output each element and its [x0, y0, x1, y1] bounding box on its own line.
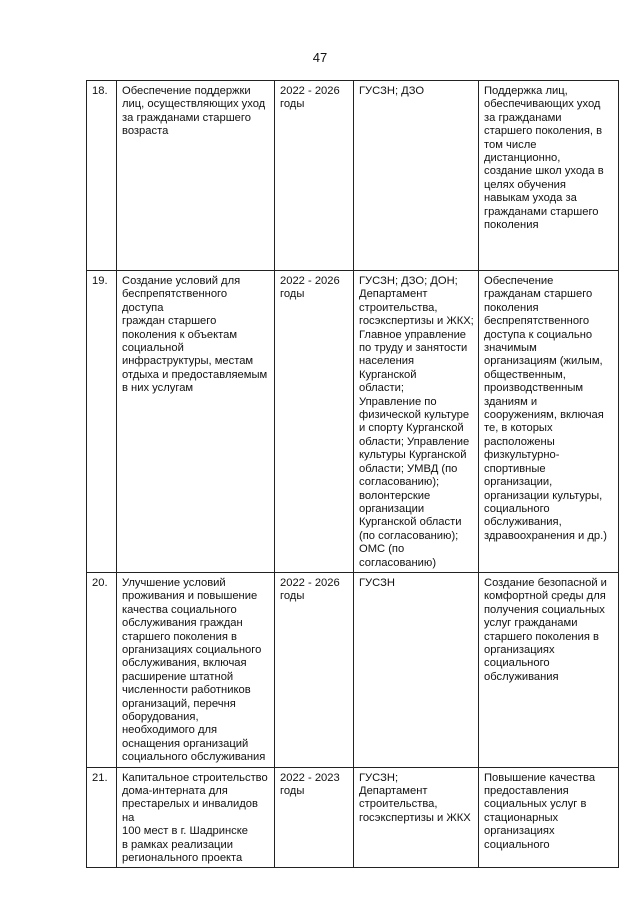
activity-cell: Улучшение условий проживания и повышение качества социального обслуживания граждан старшего поколения в организациях социального обслуживания, включая расширение штатной численности работников организаций, перечня оборудования, необходимого для оснащения организаций социального обслуживания: [117, 572, 275, 767]
activity-cell: Создание условий для беспрепятственного доступа граждан старшего поколения к объектам социальной инфраструктуры, местам отдыха и предоставляемым в них услугам: [117, 271, 275, 573]
page-number: 47: [312, 50, 328, 65]
result-cell: Обеспечение гражданам старшего поколения беспрепятственного доступа к социально значимым организациям (жилым, общественным, производственным зданиям и сооружениям, включая те, в которых расположены физкультурно- спортивные организации, организации культуры, социального обслуживания, здравоохранения и др.): [479, 271, 619, 573]
term-cell: 2022 - 2026 годы: [275, 81, 354, 271]
result-cell: Создание безопасной и комфортной среды для получения социальных услуг гражданами старшего поколения в организациях социального обслуживания: [479, 572, 619, 767]
row-number: 18.: [87, 81, 117, 271]
table-row: [87, 81, 619, 271]
row-number: 21.: [87, 767, 117, 868]
term-cell: 2022 - 2026 годы: [275, 572, 354, 767]
row-number: 20.: [87, 572, 117, 767]
measures-table: [86, 80, 619, 868]
activity-cell: Капитальное строительство дома-интерната для престарелых и инвалидов на 100 мест в г. Шадринске в рамках реализации регионального проекта: [117, 767, 275, 868]
table-row: [87, 767, 619, 868]
executors-cell: ГУСЗН: [354, 572, 479, 767]
executors-cell: ГУСЗН; Департамент строительства, госэкспертизы и ЖКХ: [354, 767, 479, 868]
result-cell: Повышение качества предоставления социальных услуг в стационарных организациях социального: [479, 767, 619, 868]
executors-cell: ГУСЗН; ДЗО: [354, 81, 479, 271]
table-row: [87, 572, 619, 767]
term-cell: 2022 - 2026 годы: [275, 271, 354, 573]
row-number: 19.: [87, 271, 117, 573]
executors-cell: ГУСЗН; ДЗО; ДОН; Департамент строительства, госэкспертизы и ЖКХ; Главное управление по труду и занятости населения Курганской области; Управление по физической культуре и спорту Курганской области; Управление культуры Курганской области; УМВД (по согласованию); волонтерские организации Курганской области (по согласованию); ОМС (по согласованию): [354, 271, 479, 573]
term-cell: 2022 - 2023 годы: [275, 767, 354, 868]
table-row: [87, 271, 619, 573]
result-cell: Поддержка лиц, обеспечивающих уход за гражданами старшего поколения, в том числе дистанционно, создание школ ухода в целях обучения навыкам ухода за гражданами старшего поколения: [479, 81, 619, 271]
activity-cell: Обеспечение поддержки лиц, осуществляющих уход за гражданами старшего возраста: [117, 81, 275, 271]
